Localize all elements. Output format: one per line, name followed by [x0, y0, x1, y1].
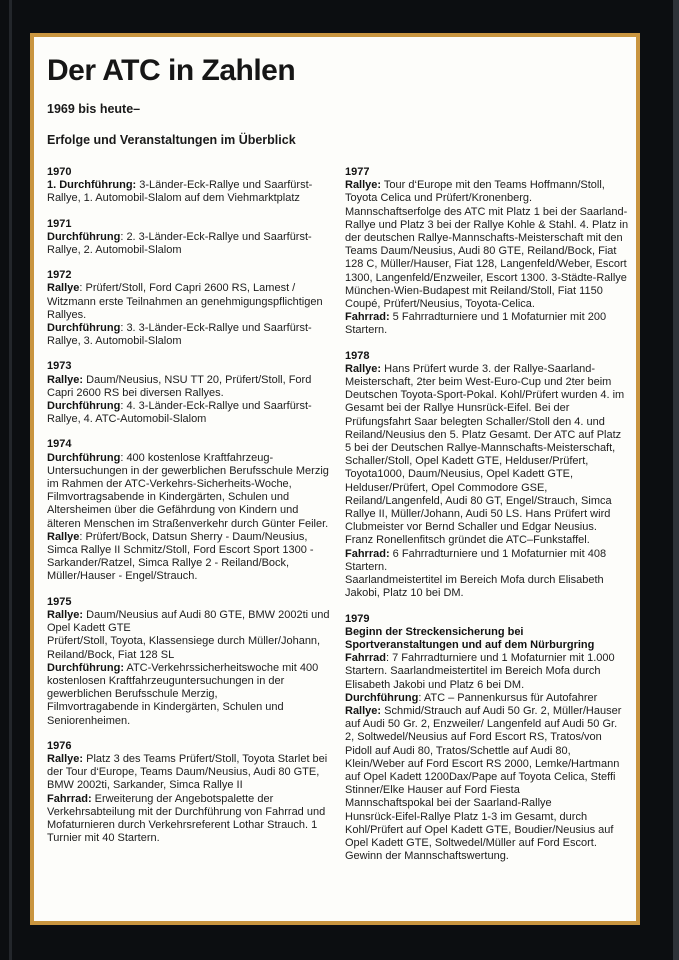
- year-heading: 1972: [47, 269, 72, 282]
- paragraph: [345, 626, 629, 652]
- bold-label: Rallye:: [345, 179, 382, 192]
- section-1970: [47, 166, 331, 206]
- bold-label: Beginn der Streckensicherung bei Sportveranstaltungen und auf dem Nürburgring: [345, 625, 595, 651]
- column-right: [345, 166, 629, 875]
- paragraph: Rallye: Schmid/Strauch auf Audi 50 Gr. 2, Müller/Hauser auf Audi 50 Gr. 2, Enzweiler/ Langenfeld auf Audi 50 Gr. 2, Soltwedel/Neusius auf Ford Escort RS, Tratos/von Pidoll auf Audi 80, Tratos/Schettle auf Audi 80, Klein/Weber auf Ford Escort RS 2000, Lemke/Hartmann auf Opel Kadett 1200Dax/Pape auf Toyota Celica, Steffi Stinner/Elke Hauser auf Ford Fiesta: [345, 704, 622, 797]
- section-1972: [47, 269, 331, 348]
- paragraph: Durchführung: ATC – Pannenkursus für Autofahrer: [345, 691, 598, 704]
- paragraph: Rallye: Tour d‘Europe mit den Teams Hoffmann/Stoll, Toyota Celica und Prüfert/Kronenberg. Mannschaftserfolge des ATC mit Platz 1 bei der Saarland-Rallye und Platz 3 bei der Rallye Kohle & Stahl. 4. Platz in der deutschen Rallye-Mannschafts-Meisterschaft mit den Teams Daum/Neusius, Audi 80 GTE, Reiland/Bock, Fiat 128 C, Müller/Hauser, Fiat 128, Langenfeld/Weber, Escort 1300, Langenfeld/Enzweiler, Escort 1300. 3-Städte-Rallye München-Wien-Budapest mit Reiland/Stoll, Fiat 1150 Coupé, Prüfert/Neusius, Toyota-Celica.: [345, 179, 629, 311]
- bold-label: Rallye:: [47, 373, 84, 386]
- year-heading: 1971: [47, 217, 72, 230]
- text-columns: [47, 166, 629, 875]
- year-heading: 1975: [47, 595, 72, 608]
- bold-label: 1. Durchführung:: [47, 179, 137, 192]
- scan-edge-left: [9, 0, 12, 960]
- year-heading: 1970: [47, 166, 72, 178]
- paragraph: Rallye: Prüfert/Stoll, Ford Capri 2600 RS, Lamest / Witzmann erste Teilnahmen an genehmigungspflichtigen Rallyes.: [47, 282, 323, 321]
- paragraph: Rallye: Daum/Neusius auf Audi 80 GTE, BMW 2002ti und Opel Kadett GTE: [47, 608, 330, 635]
- bold-label: Fahrrad:: [345, 311, 390, 324]
- page-content: [34, 37, 636, 875]
- page-subject: Erfolge und Veranstaltungen im Überblick: [47, 133, 296, 147]
- paragraph: Rallye: Prüfert/Bock, Datsun Sherry - Daum/Neusius, Simca Rallye II Schmitz/Stoll, Ford Escort Sport 1300 - Sarkander/Ratzel, Simca Rallye 2 - Reiland/Bock, Müller/Hauser - Engel/Strauch.: [47, 530, 314, 583]
- paragraph: Hunsrück-Eifel-Rallye Platz 1-3 im Gesamt, durch Kohl/Prüfert auf Opel Kadett GTE, Boudier/Neusius auf Opel Kadett GTE, Soltwedel/Müller auf Ford Escort. Gewinn der Mannschaftswertung.: [345, 810, 614, 863]
- section-1977: [345, 166, 629, 338]
- section-1979: [345, 613, 629, 864]
- bold-label: Rallye: [47, 282, 80, 295]
- page-title: Der ATC in Zahlen: [47, 54, 296, 87]
- bold-label: Fahrrad:: [47, 792, 92, 805]
- bold-label: Durchführung: [345, 691, 419, 704]
- paragraph: Durchführung: 400 kostenlose Kraftfahrzeug-Untersuchungen in der gewerblichen Berufsschule Merzig im Rahmen der ATC-Verkehrs-Sicherheits-Woche, Filmvortragsabende in Kindergärten, Schulen und Altersheimen über die Gefährdung von Kindern und älteren Menschen im Straßenverkehr durch Günter Feiler.: [47, 451, 329, 530]
- section-1974: [47, 438, 331, 583]
- paragraph: Filmvortragabende in Kindergärten, Schulen und Seniorenheimen.: [47, 701, 284, 727]
- bold-label: Durchführung: [47, 230, 121, 243]
- bold-label: Fahrrad:: [345, 547, 390, 560]
- document-page: [30, 33, 640, 925]
- year-heading: 1976: [47, 739, 72, 752]
- paragraph: Saarlandmeistertitel im Bereich Mofa durch Elisabeth Jakobi, Platz 10 bei DM.: [345, 574, 604, 600]
- paragraph: Durchführung: 3. 3-Länder-Eck-Rallye und Saarfürst-Rallye, 3. Automobil-Slalom: [47, 322, 312, 348]
- bold-label: Durchführung: [47, 400, 121, 413]
- page-subtitle: 1969 bis heute–: [47, 102, 141, 116]
- year-heading: 1979: [345, 612, 370, 625]
- bold-label: Durchführung:: [47, 661, 124, 674]
- section-1978: [345, 350, 629, 601]
- bold-label: Rallye:: [345, 362, 382, 375]
- bold-label: Rallye:: [47, 752, 84, 765]
- paragraph: Rallye: Hans Prüfert wurde 3. der Rallye-Saarland-Meisterschaft, 2ter beim West-Euro-Cup und 2ter beim Deutschen Toyota-Sport-Pokal. Kohl/Prüfert wurden 4. im Gesamt bei der Rallye Hunsrück-Eifel. Bei der Prüfungsfahrt Saar belegten Schaller/Stoll den 4. und Reiland/Neusius den 5. Platz Gesamt. Der ATC auf Platz 5 bei der Deutschen Rallye-Mannschafts-Meisterschaft, Schaller/Stoll, Opel Kadett GTE, Helduser/Prüfert, Toyota1000, Daum/Neusius, Opel Kadett GTE, Helduser/Prüfert, Opel Commodore GSE, Reiland/Langenfeld, Audi 80 GT, Engel/Strauch, Simca Rallye II, Müller/Johann, Audi 50 LS. Hans Prüfert wird Clubmeister vor Bernd Schaller und Edgar Neusius.: [345, 362, 625, 534]
- paragraph: Prüfert/Stoll, Toyota, Klassensiege durch Müller/Johann, Reiland/Bock, Fiat 128 SL: [47, 635, 321, 661]
- paragraph: Mannschaftspokal bei der Saarland-Rallye: [345, 797, 552, 810]
- paragraph: Fahrrad: 7 Fahrradturniere und 1 Mofaturnier mit 1.000 Startern. Saarlandmeistertitel im Bereich Mofa durch Elisabeth Jakobi und Platz 6 bei DM.: [345, 652, 615, 691]
- paragraph: Fahrrad: 5 Fahrradturniere und 1 Mofaturnier mit 200 Startern.: [345, 311, 607, 337]
- bold-label: Rallye:: [345, 704, 382, 717]
- section-1975: [47, 596, 331, 728]
- paragraph: Fahrrad: Erweiterung der Angebotspalette der Verkehrsabteilung mit der Durchführung von Fahrrad und Mofaturnieren durch Verkehrsreferent Lothar Strauch. 1 Turnier mit 40 Startern.: [47, 792, 326, 845]
- scan-edge-right: [673, 0, 679, 960]
- column-left: [47, 166, 331, 875]
- section-1976: [47, 740, 331, 846]
- paragraph: Fahrrad: 6 Fahrradturniere und 1 Mofaturnier mit 408 Startern.: [345, 547, 607, 573]
- bold-label: Rallye:: [47, 608, 84, 621]
- paragraph: 1. Durchführung: 3-Länder-Eck-Rallye und Saarfürst-Rallye, 1. Automobil-Slalom auf dem Viehmarktplatz: [47, 179, 313, 205]
- section-1971: [47, 218, 331, 258]
- year-heading: 1973: [47, 360, 72, 373]
- bold-label: Fahrrad: [345, 652, 386, 665]
- paragraph: Durchführung: 4. 3-Länder-Eck-Rallye und Saarfürst-Rallye, 4. ATC-Automobil-Slalom: [47, 400, 312, 426]
- bold-label: Durchführung: [47, 322, 121, 335]
- paragraph: Franz Ronellenfitsch gründet die ATC–Funkstaffel.: [345, 534, 590, 547]
- section-1973: [47, 360, 331, 426]
- paragraph: Rallye: Daum/Neusius, NSU TT 20, Prüfert/Stoll, Ford Capri 2600 RS bei diversen Rallyes.: [47, 373, 312, 399]
- year-heading: 1978: [345, 349, 370, 362]
- bold-label: Rallye: [47, 530, 80, 543]
- bold-label: Durchführung: [47, 451, 121, 464]
- paragraph: Rallye: Platz 3 des Teams Prüfert/Stoll, Toyota Starlet bei der Tour d‘Europe, Teams Daum/Neusius, Audi 80 GTE, BMW 2002ti, Sarkander, Simca Rallye II: [47, 752, 328, 792]
- year-heading: 1974: [47, 438, 72, 451]
- paragraph: Durchführung: ATC-Verkehrssicherheitswoche mit 400 kostenlosen Kraftfahrzeuguntersuchungen in der gewerblichen Berufsschule Merzig,: [47, 661, 319, 701]
- paragraph: Durchführung: 2. 3-Länder-Eck-Rallye und Saarfürst-Rallye, 2. Automobil-Slalom: [47, 230, 312, 257]
- year-heading: 1977: [345, 166, 370, 178]
